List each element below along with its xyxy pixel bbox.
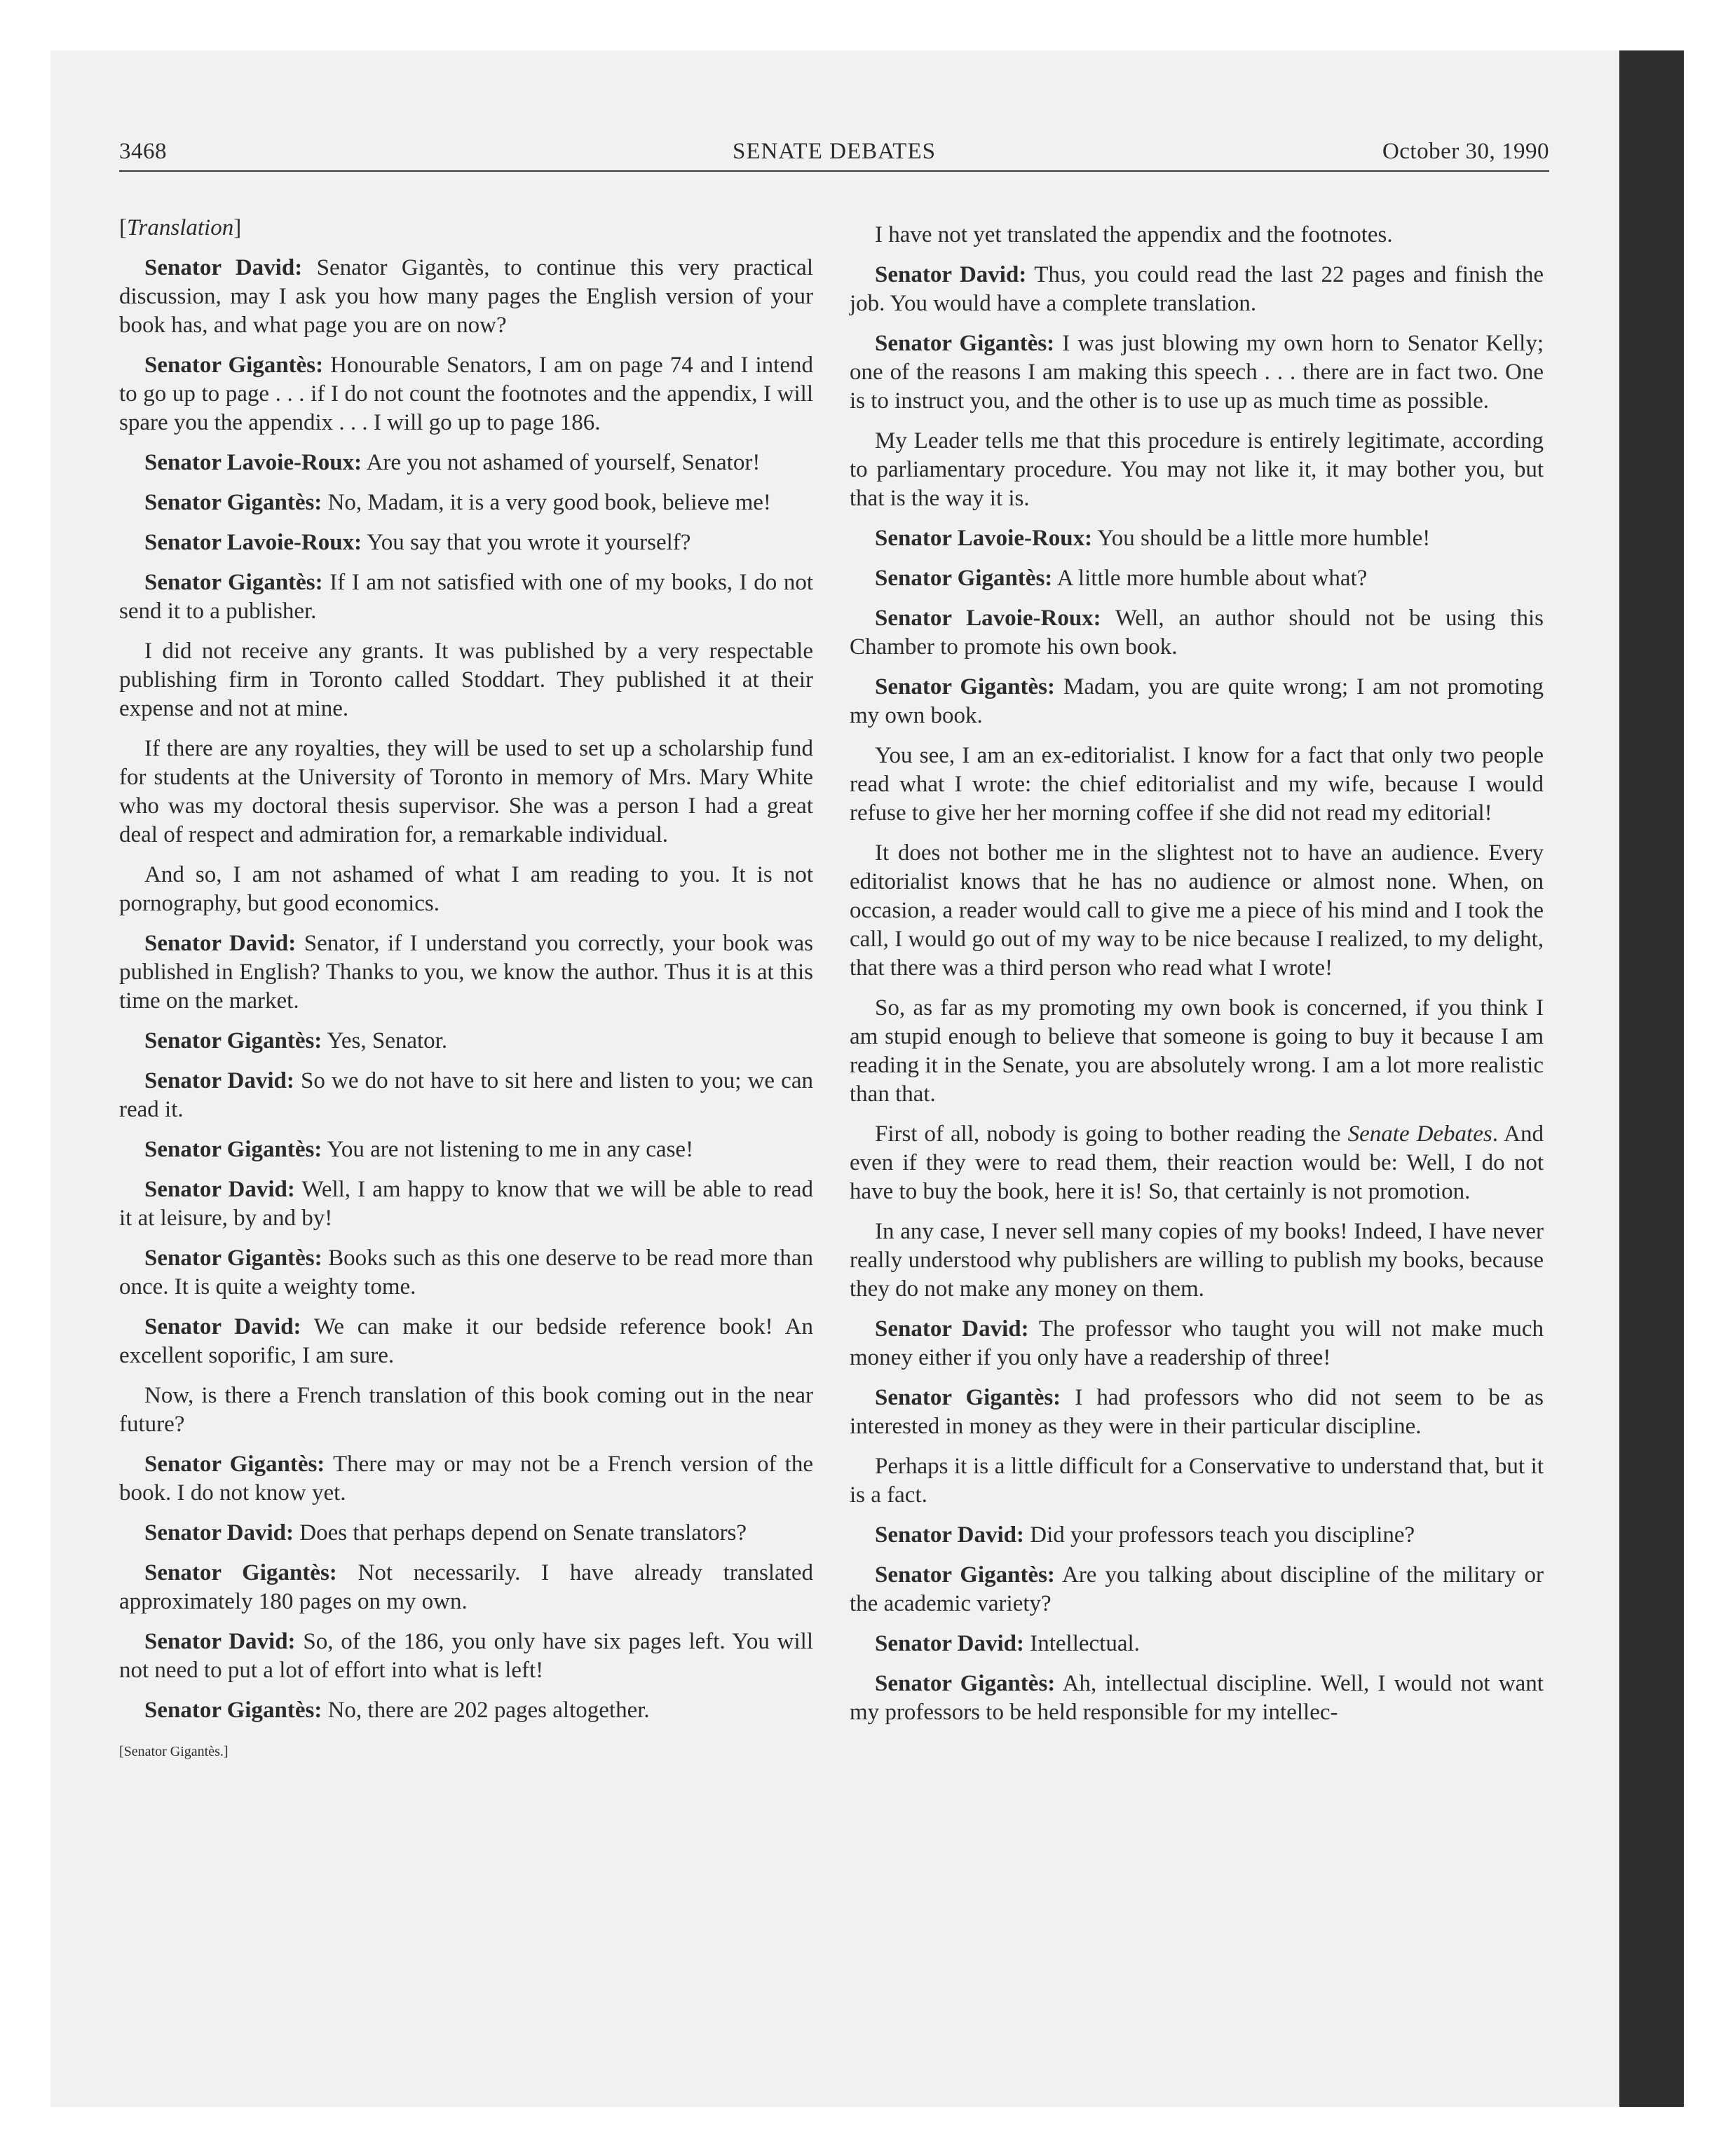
speaker-name: Senator Gigantès:	[144, 490, 322, 515]
speech-text: You say that you wrote it yourself?	[362, 530, 691, 555]
speech-text: We can make it our bedside reference book! An excellent soporific, I am sure.	[119, 1314, 813, 1368]
paragraph	[850, 1120, 1544, 1206]
right-column	[850, 221, 1544, 1738]
speaker-name: Senator Lavoie-Roux:	[144, 450, 362, 475]
speaker-name: Senator Gigantès:	[144, 1246, 322, 1271]
speech-text: Ah, intellectual discipline. Well, I would not want my professors to be held responsible for my intellec-	[850, 1671, 1544, 1725]
speech-text: Honourable Senators, I am on page 74 and I intend to go up to page . . . if I do not count the footnotes and the appendix, I will spare you the appendix . . . I will go up to page 186.	[119, 353, 813, 435]
paragraph	[850, 673, 1544, 730]
speech-text: Thus, you could read the last 22 pages and finish the job. You would have a complete translation.	[850, 262, 1544, 316]
paragraph	[119, 1313, 813, 1370]
paragraph: If there are any royalties, they will be used to set up a scholarship fund for students at the University of Toronto in memory of Mrs. Mary White who was my doctoral thesis supervisor. She was a person I had a great deal of respect and admiration for, a remarkable individual.	[119, 736, 813, 847]
scan-edge-shadow	[1619, 50, 1684, 2107]
speech-text: I had professors who did not seem to be as interested in money as they were in their particular discipline.	[850, 1385, 1544, 1439]
speech-text: Are you talking about discipline of the military or the academic variety?	[850, 1562, 1544, 1616]
speaker-name: Senator Gigantès:	[144, 1560, 337, 1585]
speaker-name: Senator David:	[144, 1629, 296, 1654]
paragraph: My Leader tells me that this procedure is entirely legitimate, according to parliamentary procedure. You may not like it, it may bother you, but that is the way it is.	[850, 428, 1544, 511]
paragraph	[119, 1696, 813, 1725]
speech-text: Not necessarily. I have already translated approximately 180 pages on my own.	[119, 1560, 813, 1614]
paragraph	[119, 1027, 813, 1056]
speaker-name: Senator David:	[144, 1068, 294, 1093]
publication-title: SENATE DEBATES	[733, 139, 936, 164]
speech-text: Does that perhaps depend on Senate translators?	[294, 1520, 747, 1546]
speaker-name: Senator David:	[875, 262, 1027, 287]
speaker-name: Senator Lavoie-Roux:	[875, 526, 1093, 551]
page-number: 3468	[119, 139, 167, 164]
paragraph: You see, I am an ex-editorialist. I know for a fact that only two people read what I wrote: the chief editorialist and my wife, because I would refuse to give her her morning coffee if she did not read my editorial!	[850, 743, 1544, 826]
speech-text: A little more humble about what?	[1052, 566, 1368, 591]
speech-text: There may or may not be a French version of the book. I do not know yet.	[119, 1452, 813, 1506]
speech-text: I was just blowing my own horn to Senator Kelly; one of the reasons I am making this speech . . . there are in fact two. One is to instruct you, and the other is to use up as much time as possible.	[850, 331, 1544, 414]
speech-text: Yes, Senator.	[322, 1028, 448, 1053]
paragraph	[119, 1628, 813, 1685]
translation-label-text: Translation	[127, 215, 234, 240]
paragraph	[850, 1521, 1544, 1550]
speaker-name: Senator Gigantès:	[875, 674, 1056, 700]
speech-text: You are not listening to me in any case!	[322, 1137, 694, 1162]
paragraph	[119, 489, 813, 517]
speech-text: Are you not ashamed of yourself, Senator!	[362, 450, 761, 475]
speech-text: No, there are 202 pages altogether.	[322, 1698, 650, 1723]
speech-text: Well, I am happy to know that we will be able to read it at leisure, by and by!	[119, 1177, 813, 1231]
speech-text: If I am not satisfied with one of my books, I do not send it to a publisher.	[119, 570, 813, 624]
speaker-name: Senator Gigantès:	[144, 570, 323, 595]
paragraph: And so, I am not ashamed of what I am reading to you. It is not pornography, but good economics.	[119, 862, 813, 916]
paragraph	[850, 1630, 1544, 1658]
speech-text: First of all, nobody is going to bother reading the	[875, 1121, 1348, 1147]
speech-text: The professor who taught you will not make much money either if you only have a readership of three!	[850, 1316, 1544, 1370]
paragraph	[850, 1315, 1544, 1372]
paragraph	[850, 329, 1544, 416]
speech-text: Senator Gigantès, to continue this very practical discussion, may I ask you how many pages the English version of your book has, and what page you are on now?	[119, 255, 813, 338]
speech-text: You should be a little more humble!	[1092, 526, 1431, 551]
speaker-name: Senator Gigantès:	[875, 1562, 1055, 1588]
speaker-name: Senator Gigantès:	[144, 353, 324, 378]
paragraph	[850, 524, 1544, 553]
paragraph	[119, 449, 813, 477]
publication-reference: Senate Debates	[1347, 1121, 1492, 1147]
speech-text: . And even if they were to read them, their reaction would be: Well, I do not have to buy the book, here it is! So, that certainly is not promotion.	[850, 1121, 1544, 1204]
paragraph	[119, 528, 813, 557]
speaker-name: Senator Lavoie-Roux:	[144, 530, 362, 555]
paragraph	[119, 1559, 813, 1616]
paragraph	[850, 604, 1544, 662]
speaker-name: Senator David:	[875, 1631, 1024, 1656]
speaker-name: Senator Gigantès:	[875, 1385, 1061, 1410]
page-header	[119, 139, 1549, 171]
speech-text: Intellectual.	[1024, 1631, 1140, 1656]
paragraph: I did not receive any grants. It was published by a very respectable publishing firm in Toronto called Stoddart. They published it at their expense and not at mine.	[119, 639, 813, 721]
paragraph	[119, 1519, 813, 1548]
speech-text: Well, an author should not be using this Chamber to promote his own book.	[850, 606, 1544, 660]
speaker-attribution: [Senator Gigantès.]	[119, 1744, 229, 1759]
paragraph	[850, 1670, 1544, 1727]
paragraph	[119, 1244, 813, 1302]
speech-text: Books such as this one deserve to be read more than once. It is quite a weighty tome.	[119, 1246, 813, 1299]
speaker-name: Senator David:	[144, 1314, 301, 1339]
speaker-name: Senator David:	[875, 1522, 1024, 1548]
paragraph: Now, is there a French translation of this book coming out in the near future?	[119, 1383, 813, 1437]
paragraph	[850, 1561, 1544, 1618]
translation-label: [Translation]	[119, 215, 242, 240]
speaker-name: Senator Gigantès:	[875, 1671, 1056, 1696]
paragraph: I have not yet translated the appendix and the footnotes.	[875, 222, 1393, 247]
speaker-name: Senator Lavoie-Roux:	[875, 606, 1101, 631]
speaker-name: Senator Gigantès:	[144, 1137, 322, 1162]
publication-date: October 30, 1990	[1382, 139, 1549, 164]
paragraph: So, as far as my promoting my own book is concerned, if you think I am stupid enough to believe that someone is going to buy it because I am reading it in the Senate, you are absolutely wrong. I am a lot more realistic than that.	[850, 995, 1544, 1107]
speaker-name: Senator David:	[144, 1520, 294, 1546]
speaker-name: Senator Gigantès:	[875, 331, 1055, 356]
paragraph: It does not bother me in the slightest not to have an audience. Every editorialist knows that he has no audience or almost none. When, on occasion, a reader would call to give me a piece of his mind and I took the call, I would go out of my way to be nice because I realized, to my delight, that there was a third person who read what I wrote!	[850, 840, 1544, 981]
paragraph	[119, 1175, 813, 1233]
paragraph	[119, 929, 813, 1016]
speech-text: Senator, if I understand you correctly, your book was published in English? Thanks to you, we know the author. Thus it is at this time on the market.	[119, 931, 813, 1014]
paragraph	[119, 1135, 813, 1164]
paragraph	[119, 568, 813, 626]
speaker-name: Senator Gigantès:	[875, 566, 1053, 591]
speaker-name: Senator David:	[875, 1316, 1029, 1342]
speech-text: Did your professors teach you discipline?	[1024, 1522, 1415, 1548]
speaker-name: Senator Gigantès:	[144, 1452, 325, 1477]
paragraph	[850, 261, 1544, 318]
left-column	[119, 214, 813, 1761]
paragraph	[119, 1450, 813, 1508]
speaker-name: Senator Gigantès:	[144, 1698, 322, 1723]
paragraph: Perhaps it is a little difficult for a Conservative to understand that, but it is a fact.	[850, 1454, 1544, 1508]
speaker-name: Senator Gigantès:	[144, 1028, 322, 1053]
paragraph	[850, 564, 1544, 593]
paragraph	[119, 1067, 813, 1124]
paragraph: In any case, I never sell many copies of my books! Indeed, I have never really understood why publishers are willing to publish my books, because they do not make any money on them.	[850, 1219, 1544, 1302]
paragraph	[119, 351, 813, 437]
speech-text: Madam, you are quite wrong; I am not promoting my own book.	[850, 674, 1544, 728]
speech-text: So we do not have to sit here and listen to you; we can read it.	[119, 1068, 813, 1122]
header-rule	[119, 170, 1549, 172]
paragraph	[119, 254, 813, 340]
paragraph	[850, 1384, 1544, 1441]
speech-text: So, of the 186, you only have six pages left. You will not need to put a lot of effort into what is left!	[119, 1629, 813, 1683]
speaker-name: Senator David:	[144, 1177, 295, 1202]
speech-text: No, Madam, it is a very good book, believe me!	[322, 490, 771, 515]
speaker-name: Senator David:	[144, 255, 303, 280]
speaker-name: Senator David:	[144, 931, 297, 956]
